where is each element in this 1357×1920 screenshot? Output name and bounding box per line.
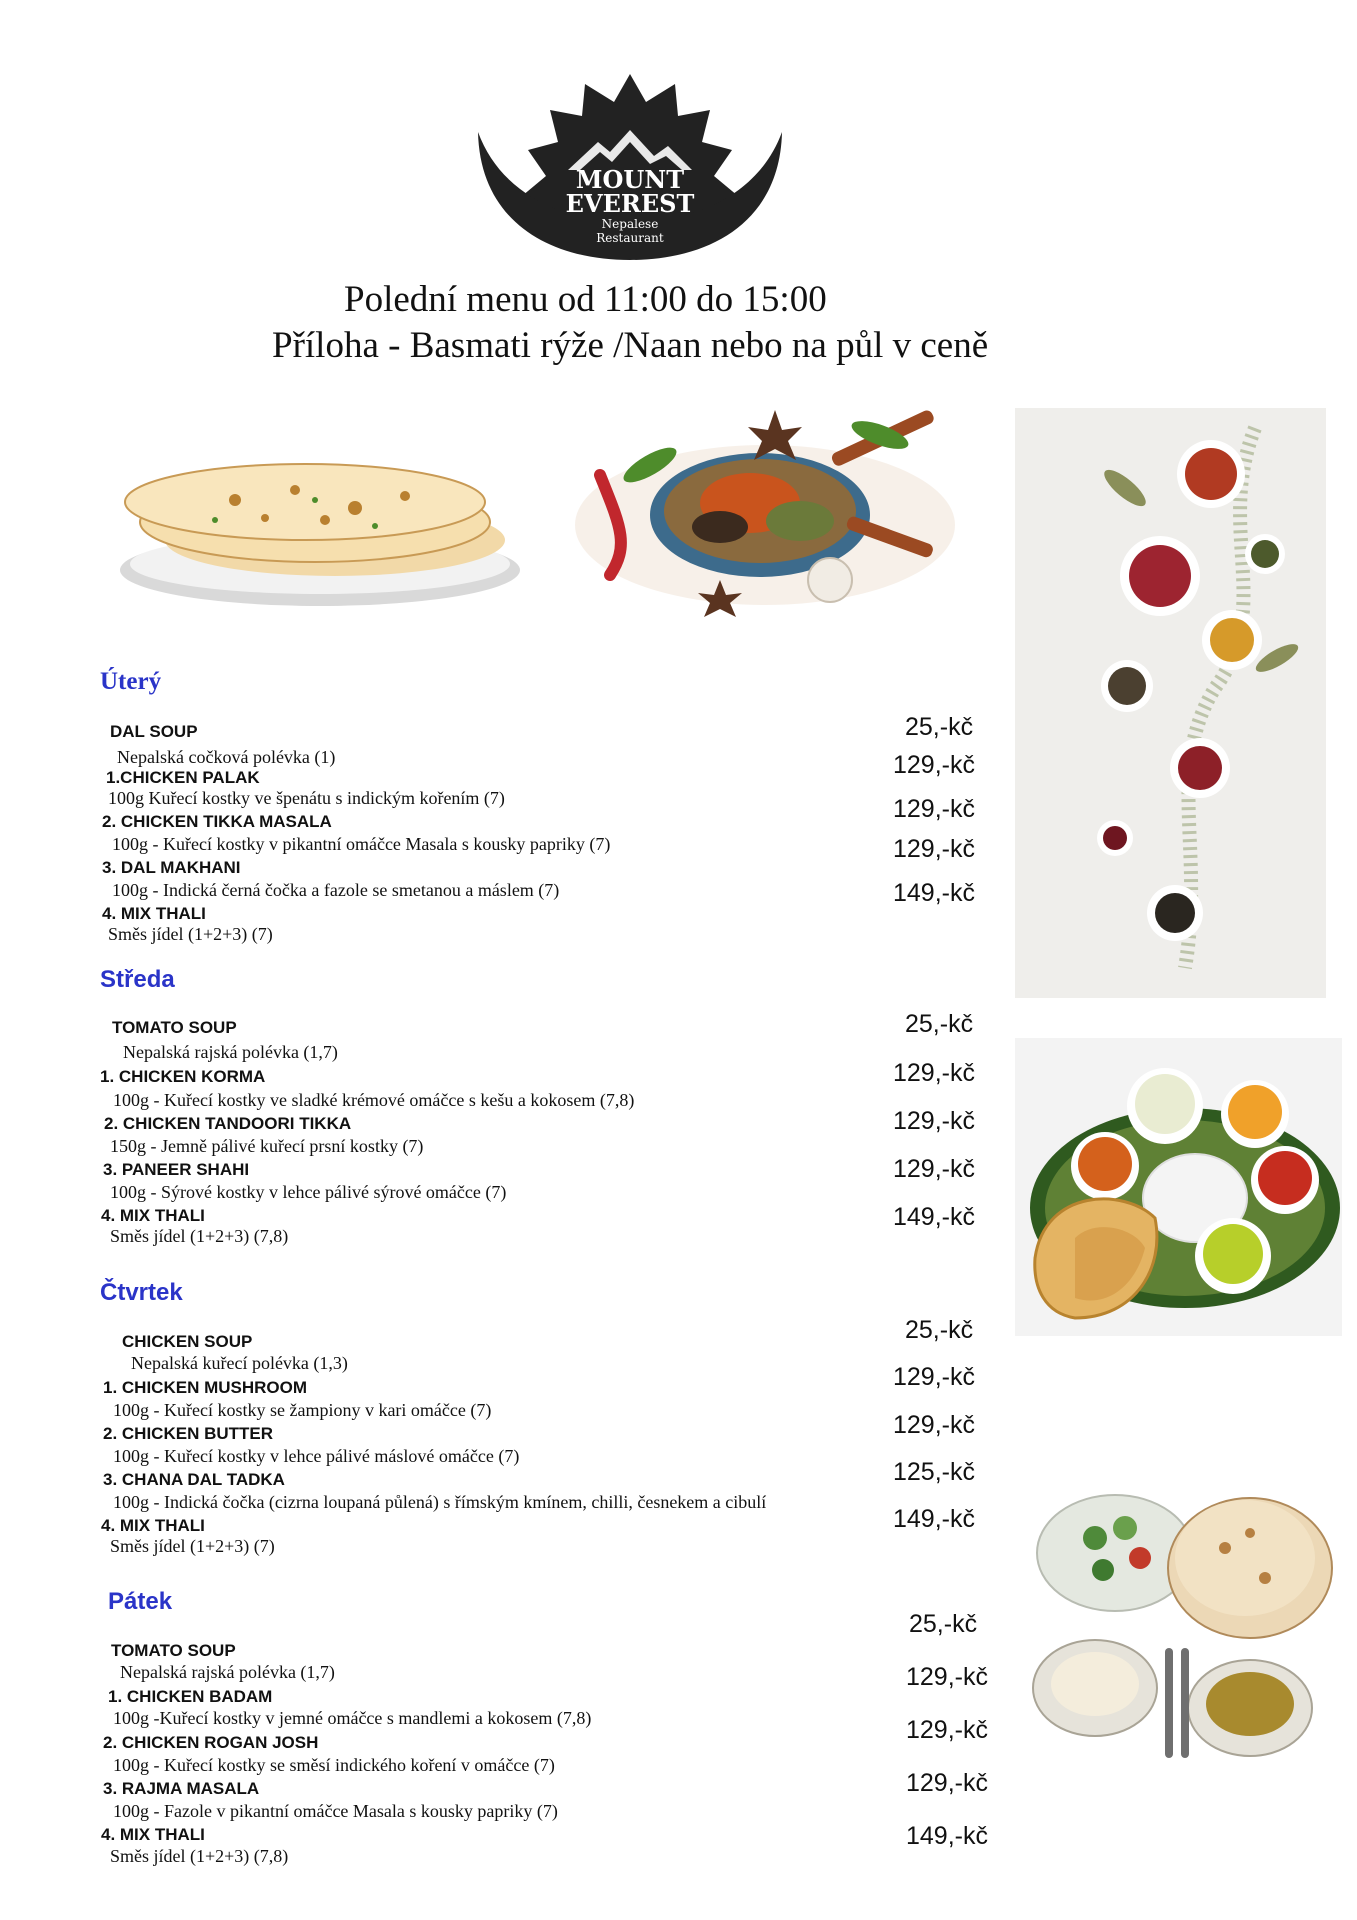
friday-item-3-price: 129,-kč [906, 1716, 988, 1744]
mount-everest-logo [470, 72, 790, 262]
wednesday-item-3-price: 129,-kč [893, 1107, 975, 1135]
day-heading-thursday: Čtvrtek [100, 1279, 183, 1306]
tuesday-item-3-name: 2. CHICKEN TIKKA MASALA [102, 812, 332, 831]
logo-line1: MOUNT [575, 165, 685, 194]
thursday-item-3-name: 2. CHICKEN BUTTER [103, 1424, 274, 1443]
thursday-item-1-price: 25,-kč [905, 1316, 974, 1344]
thursday-item-4-name: 3. CHANA DAL TADKA [103, 1470, 285, 1489]
thursday-item-5-desc: Směs jídel (1+2+3) (7) [110, 1536, 275, 1556]
thursday-item-1-desc: Nepalská kuřecí polévka (1,3) [131, 1353, 348, 1373]
wednesday-item-1-desc: Nepalská rajská polévka (1,7) [123, 1042, 338, 1062]
friday-item-2-desc: 100g -Kuřecí kostky v jemné omáčce s mandlemi a kokosem (7,8) [113, 1708, 592, 1728]
wednesday-item-1-price: 25,-kč [905, 1010, 974, 1038]
thursday-item-2-price: 129,-kč [893, 1363, 975, 1391]
tuesday-item-2-desc: 100g Kuřecí kostky ve špenátu s indickým kořením (7) [108, 788, 505, 808]
thursday-item-4-desc: 100g - Indická čočka (cizrna loupaná půlená) s římským kmínem, chilli, česnekem a cibulí [113, 1492, 767, 1512]
friday-item-5-name: 4. MIX THALI [101, 1825, 205, 1844]
friday-item-5-price: 149,-kč [906, 1822, 988, 1850]
day-heading-wednesday: Středa [100, 966, 175, 993]
wednesday-item-2-name: 1. CHICKEN KORMA [100, 1067, 266, 1086]
thursday-item-5-price: 149,-kč [893, 1505, 975, 1533]
logo-line4: Restaurant [596, 231, 664, 245]
friday-item-4-price: 129,-kč [906, 1769, 988, 1797]
wednesday-item-4-name: 3. PANEER SHAHI [103, 1160, 250, 1179]
wednesday-item-5-price: 149,-kč [893, 1203, 975, 1231]
tuesday-item-4-price: 129,-kč [893, 835, 975, 863]
tuesday-item-4-name: 3. DAL MAKHANI [102, 858, 241, 877]
friday-item-2-name: 1. CHICKEN BADAM [108, 1687, 273, 1706]
wednesday-item-2-price: 129,-kč [893, 1059, 975, 1087]
thursday-item-3-desc: 100g - Kuřecí kostky v lehce pálivé máslové omáčce (7) [113, 1446, 520, 1466]
logo-line2: EVEREST [565, 189, 695, 218]
tuesday-item-3-desc: 100g - Kuřecí kostky v pikantní omáčce Masala s kousky papriky (7) [112, 834, 611, 854]
tuesday-item-4-desc: 100g - Indická černá čočka a fazole se smetanou a máslem (7) [112, 880, 560, 900]
tuesday-item-3-price: 129,-kč [893, 795, 975, 823]
wednesday-item-2-desc: 100g - Kuřecí kostky ve sladké krémové omáčce s kešu a kokosem (7,8) [113, 1090, 635, 1110]
indian-meal-photo [1025, 1458, 1335, 1778]
day-heading-tuesday: Úterý [100, 668, 162, 695]
thursday-item-1-name: CHICKEN SOUP [122, 1332, 253, 1351]
spice-bowls-photo [1015, 408, 1326, 998]
friday-item-3-desc: 100g - Kuřecí kostky se směsí indického koření v omáčce (7) [113, 1755, 555, 1775]
tuesday-item-1-price: 25,-kč [905, 713, 974, 741]
friday-item-1-price: 25,-kč [909, 1610, 978, 1638]
title-side-dish: Příloha - Basmati rýže /Naan nebo na půl v ceně [272, 325, 989, 366]
wednesday-item-4-price: 129,-kč [893, 1155, 975, 1183]
tuesday-item-5-price: 149,-kč [893, 879, 975, 907]
thali-plate-photo [1015, 1038, 1342, 1336]
tuesday-item-5-name: 4. MIX THALI [102, 904, 206, 923]
thursday-item-2-desc: 100g - Kuřecí kostky se žampiony v kari omáčce (7) [113, 1400, 492, 1420]
friday-item-4-name: 3. RAJMA MASALA [103, 1779, 260, 1798]
friday-item-2-price: 129,-kč [906, 1663, 988, 1691]
wednesday-item-5-desc: Směs jídel (1+2+3) (7,8) [110, 1226, 289, 1246]
tuesday-item-2-price: 129,-kč [893, 751, 975, 779]
friday-item-3-name: 2. CHICKEN ROGAN JOSH [103, 1733, 319, 1752]
spice-bowl-illustration [560, 405, 960, 620]
thursday-item-2-name: 1. CHICKEN MUSHROOM [103, 1378, 308, 1397]
wednesday-item-4-desc: 100g - Sýrové kostky v lehce pálivé sýrové omáčce (7) [110, 1182, 507, 1202]
friday-item-4-desc: 100g - Fazole v pikantní omáčce Masala s kousky papriky (7) [113, 1801, 558, 1821]
wednesday-item-3-desc: 150g - Jemně pálivé kuřecí prsní kostky (7) [110, 1136, 424, 1156]
logo-line3: Nepalese [601, 217, 659, 231]
tuesday-item-2-name: 1.CHICKEN PALAK [106, 768, 260, 787]
wednesday-item-5-name: 4. MIX THALI [101, 1206, 205, 1225]
thursday-item-4-price: 125,-kč [893, 1458, 975, 1486]
tuesday-item-1-name: DAL SOUP [110, 722, 198, 741]
wednesday-item-3-name: 2. CHICKEN TANDOORI TIKKA [104, 1114, 352, 1133]
friday-item-1-desc: Nepalská rajská polévka (1,7) [120, 1662, 335, 1682]
tuesday-item-5-desc: Směs jídel (1+2+3) (7) [108, 924, 273, 944]
title-hours: Polední menu od 11:00 do 15:00 [344, 279, 827, 320]
friday-item-5-desc: Směs jídel (1+2+3) (7,8) [110, 1846, 289, 1866]
thursday-item-3-price: 129,-kč [893, 1411, 975, 1439]
day-heading-friday: Pátek [108, 1588, 173, 1615]
thursday-item-5-name: 4. MIX THALI [101, 1516, 205, 1535]
friday-item-1-name: TOMATO SOUP [111, 1641, 236, 1660]
naan-bread-illustration [115, 460, 525, 610]
wednesday-item-1-name: TOMATO SOUP [112, 1018, 237, 1037]
tuesday-item-1-desc: Nepalská cočková polévka (1) [117, 747, 336, 767]
